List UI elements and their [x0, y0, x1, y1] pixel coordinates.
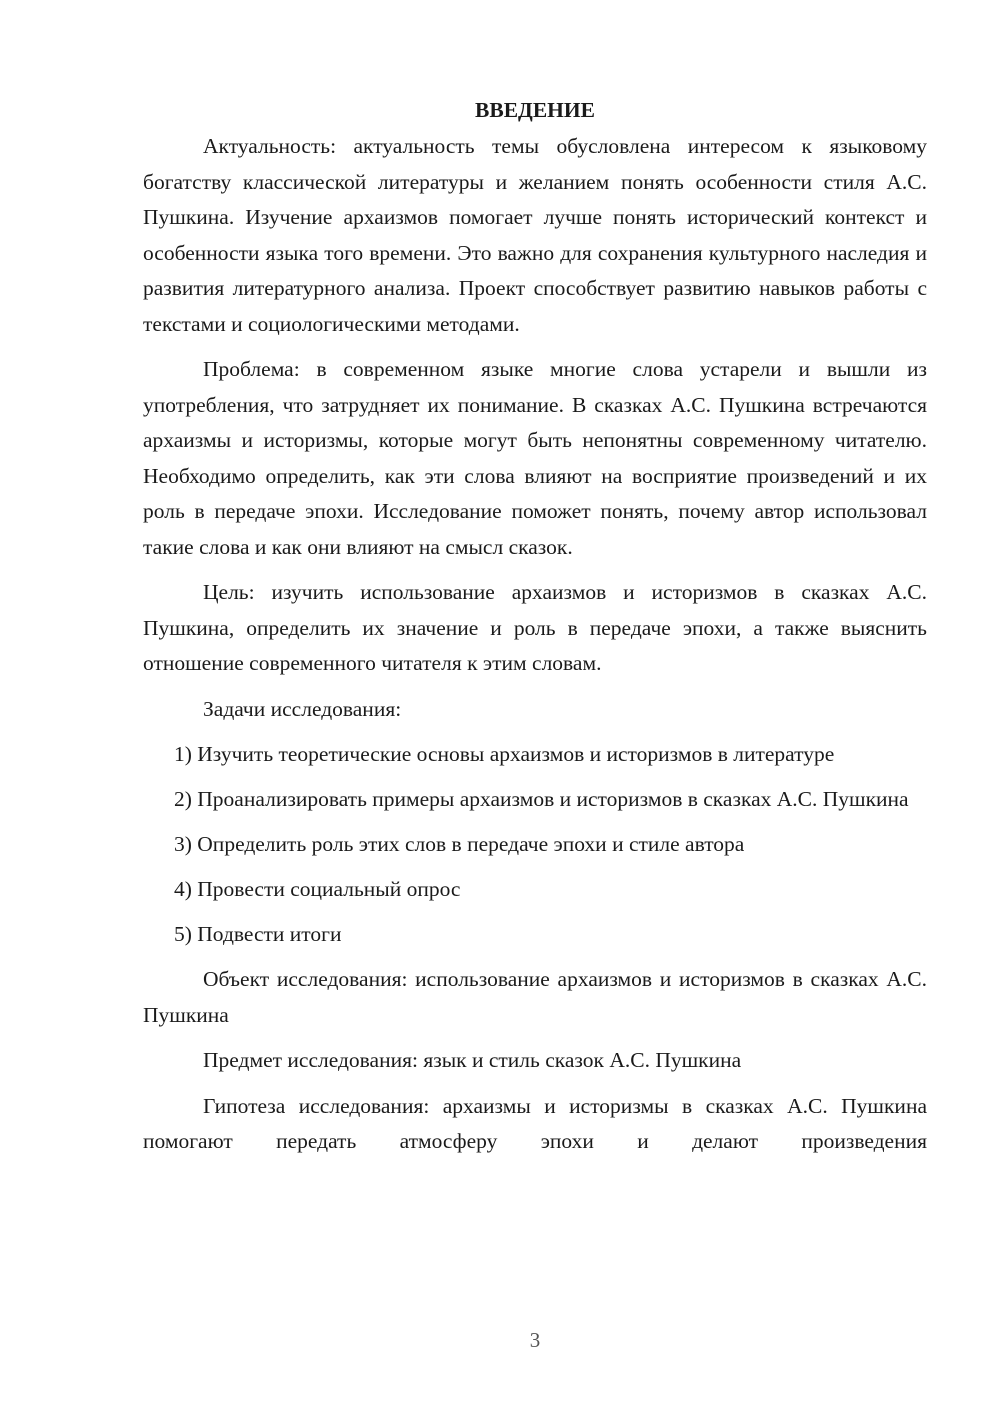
problem-paragraph: Проблема: в современном языке многие слова устарели и вышли из употребления, что затрудняет их понимание. В сказках А.С. Пушкина встречаются архаизмы и историзмы, которые могут быть непонятны современному читателю. Необходимо определить, как эти слова влияют на восприятие произведений и их роль в передаче эпохи. Исследование поможет понять, почему автор использовал такие слова и как они влияют на смысл сказок. [143, 357, 927, 559]
subject-paragraph: Предмет исследования: язык и стиль сказок А.С. Пушкина [203, 1048, 742, 1072]
document-page [143, 92, 927, 1170]
hypothesis-paragraph: Гипотеза исследования: архаизмы и историзмы в сказках А.С. Пушкина помогают передать атмосферу эпохи и делают произведения [143, 1093, 927, 1153]
goal-paragraph: Цель: изучить использование архаизмов и историзмов в сказках А.С. Пушкина, определить их значение и роль в передаче эпохи, а также выяснить отношение современного читателя к этим словам. [143, 580, 927, 675]
task-item-5: 5) Подвести итоги [174, 922, 342, 946]
section-heading: ВВЕДЕНИЕ [475, 98, 595, 122]
page-number: 3 [529, 1328, 541, 1352]
object-paragraph: Объект исследования: использование архаизмов и историзмов в сказках А.С. Пушкина [143, 967, 927, 1027]
task-item-1: 1) Изучить теоретические основы архаизмов и историзмов в литературе [174, 742, 835, 766]
task-item-3: 3) Определить роль этих слов в передаче эпохи и стиле автора [174, 832, 745, 856]
task-item-4: 4) Провести социальный опрос [174, 877, 461, 901]
task-item-2: 2) Проанализировать примеры архаизмов и историзмов в сказках А.С. Пушкина [174, 787, 909, 811]
relevance-paragraph: Актуальность: актуальность темы обусловлена интересом к языковому богатству классической литературы и желанием понять особенности стиля А.С. Пушкина. Изучение архаизмов помогает лучше понять исторический контекст и особенности языка того времени. Это важно для сохранения культурного наследия и развития литературного анализа. Проект способствует развитию навыков работы с текстами и социологическими методами. [143, 134, 927, 336]
tasks-title: Задачи исследования: [203, 696, 402, 721]
